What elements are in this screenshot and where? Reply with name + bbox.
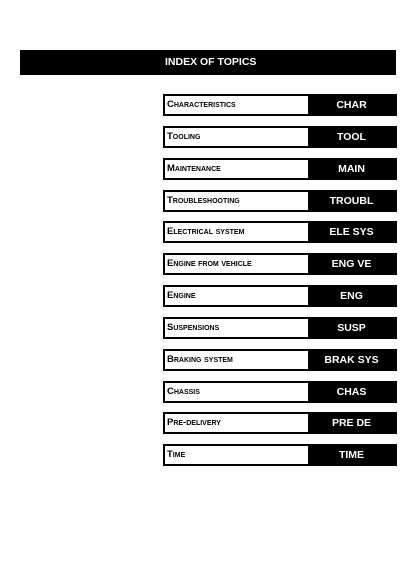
page-title: INDEX OF TOPICS xyxy=(165,56,257,68)
topic-name: Maintenance xyxy=(167,162,221,174)
topic-code: MAIN xyxy=(308,160,395,178)
topic-name: Electrical system xyxy=(167,226,245,238)
header-bar xyxy=(20,50,396,75)
topic-link-suspensions[interactable] xyxy=(163,317,397,339)
topic-name: Engine xyxy=(167,290,196,302)
topic-name: Engine from vehicle xyxy=(167,258,252,270)
topic-code: TROUBL xyxy=(308,192,395,210)
topic-code: SUSP xyxy=(308,319,395,337)
topic-name: Tooling xyxy=(167,130,201,142)
topic-link-engine-from-vehicle[interactable] xyxy=(163,253,397,275)
topic-name: Troubleshooting xyxy=(167,194,240,206)
topic-name: Time xyxy=(167,449,186,461)
topic-link-tooling[interactable] xyxy=(163,126,397,148)
topic-link-maintenance[interactable] xyxy=(163,158,397,180)
topic-code: ENG VE xyxy=(308,255,395,273)
topic-link-time[interactable] xyxy=(163,444,397,466)
topic-name: Chassis xyxy=(167,385,200,397)
topic-name: Pre-delivery xyxy=(167,417,221,429)
topic-link-chassis[interactable] xyxy=(163,381,397,403)
topic-name: Characteristics xyxy=(167,99,236,110)
topic-name: Braking system xyxy=(167,353,233,365)
topic-code: ENG xyxy=(308,287,395,305)
topic-link-engine[interactable] xyxy=(163,285,397,307)
topic-name: Suspensions xyxy=(167,321,220,333)
topic-code: ELE SYS xyxy=(308,223,395,241)
topic-code: BRAK SYS xyxy=(308,351,395,369)
topic-link-braking-system[interactable] xyxy=(163,349,397,371)
topic-code: PRE DE xyxy=(308,414,395,432)
topic-code: TOOL xyxy=(308,128,395,146)
topic-code: TIME xyxy=(308,446,395,464)
topic-link-troubleshooting[interactable] xyxy=(163,190,397,212)
topic-link-pre-delivery[interactable] xyxy=(163,412,397,434)
topic-link-electrical-system[interactable] xyxy=(163,221,397,243)
topic-link-characteristics[interactable] xyxy=(163,94,397,116)
topic-index-list xyxy=(163,94,397,476)
topic-code: CHAS xyxy=(308,383,395,401)
topic-code: CHAR xyxy=(308,96,395,114)
